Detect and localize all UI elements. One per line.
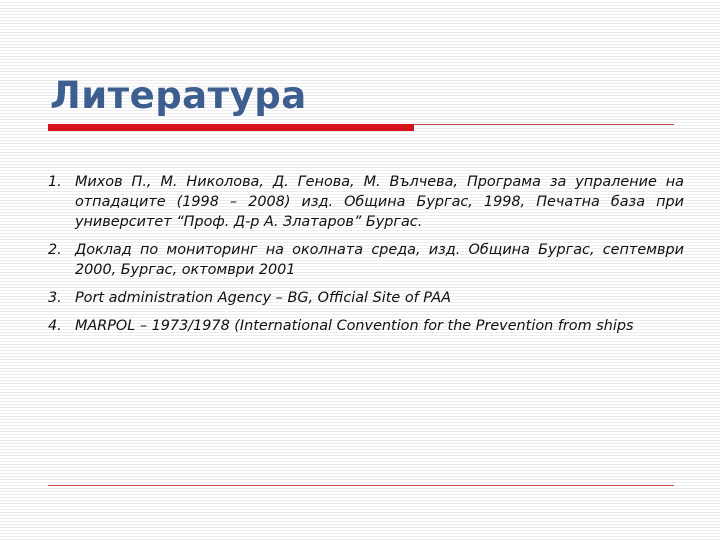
reference-text: Port administration Agency – BG, Official Site of PAA	[75, 290, 451, 306]
slide-title: Литература	[50, 74, 307, 117]
reference-list	[48, 172, 684, 344]
reference-item	[48, 316, 684, 336]
footer-divider	[48, 485, 674, 486]
reference-item	[48, 240, 684, 280]
reference-text: MARPOL – 1973/1978 (International Convention for the Prevention from ships	[75, 318, 634, 334]
reference-number: 2.	[48, 242, 62, 258]
reference-number: 1.	[48, 174, 62, 190]
reference-number: 3.	[48, 290, 62, 306]
reference-item	[48, 172, 684, 232]
reference-number: 4.	[48, 318, 62, 334]
reference-text: Михов П., М. Николова, Д. Генова, М. Вълчева, Програма за упраление на отпадаците (1998 – 2008) изд. Община Бургас, 1998, Печатна база при университет “Проф. Д-р А. Златаров” Бургас.	[75, 174, 684, 230]
title-underline	[414, 124, 674, 125]
reference-text: Доклад по мониторинг на околната среда, изд. Община Бургас, септември 2000, Бургас, октомври 2001	[75, 242, 684, 278]
title-accent-bar	[48, 124, 414, 131]
reference-item	[48, 288, 684, 308]
